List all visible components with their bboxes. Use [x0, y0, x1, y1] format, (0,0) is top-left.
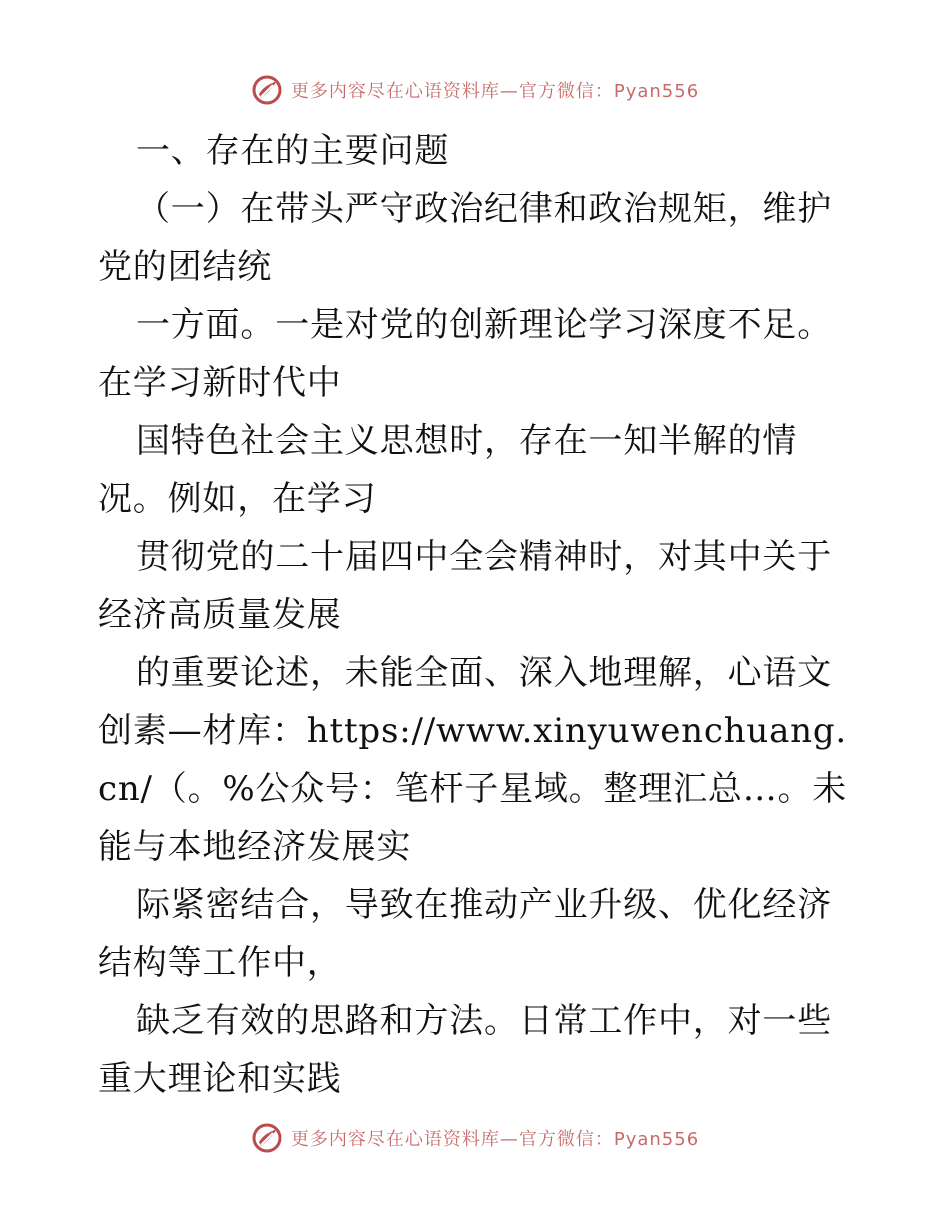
brand-logo-icon [251, 74, 283, 106]
body-paragraph: 的重要论述，未能全面、深入地理解，心语文创素—材库：https://www.xinyuwenchuang.cn/（。%公众号：笔杆子星域。整理汇总…。未能与本地经济发展实 [98, 653, 848, 867]
header-watermark [0, 74, 950, 106]
watermark-text: 更多内容尽在心语资料库—官方微信：Pyan556 [290, 1129, 700, 1150]
document-body [98, 122, 858, 1108]
section-heading: 一、存在的主要问题 [136, 131, 450, 171]
body-paragraph: 国特色社会主义思想时，存在一知半解的情况。例如，在学习 [98, 421, 798, 519]
body-paragraph: 缺乏有效的思路和方法。日常工作中，对一些重大理论和实践 [98, 1001, 832, 1099]
body-paragraph: 际紧密结合，导致在推动产业升级、优化经济结构等工作中， [98, 885, 832, 983]
subsection-heading: （一）在带头严守政治纪律和政治规矩，维护党的团结统 [98, 189, 832, 287]
body-paragraph: 一方面。一是对党的创新理论学习深度不足。在学习新时代中 [98, 305, 832, 403]
footer-watermark [0, 1122, 950, 1154]
body-paragraph: 贯彻党的二十届四中全会精神时，对其中关于经济高质量发展 [98, 537, 832, 635]
watermark-text: 更多内容尽在心语资料库—官方微信：Pyan556 [290, 81, 700, 102]
brand-logo-icon [251, 1122, 283, 1154]
